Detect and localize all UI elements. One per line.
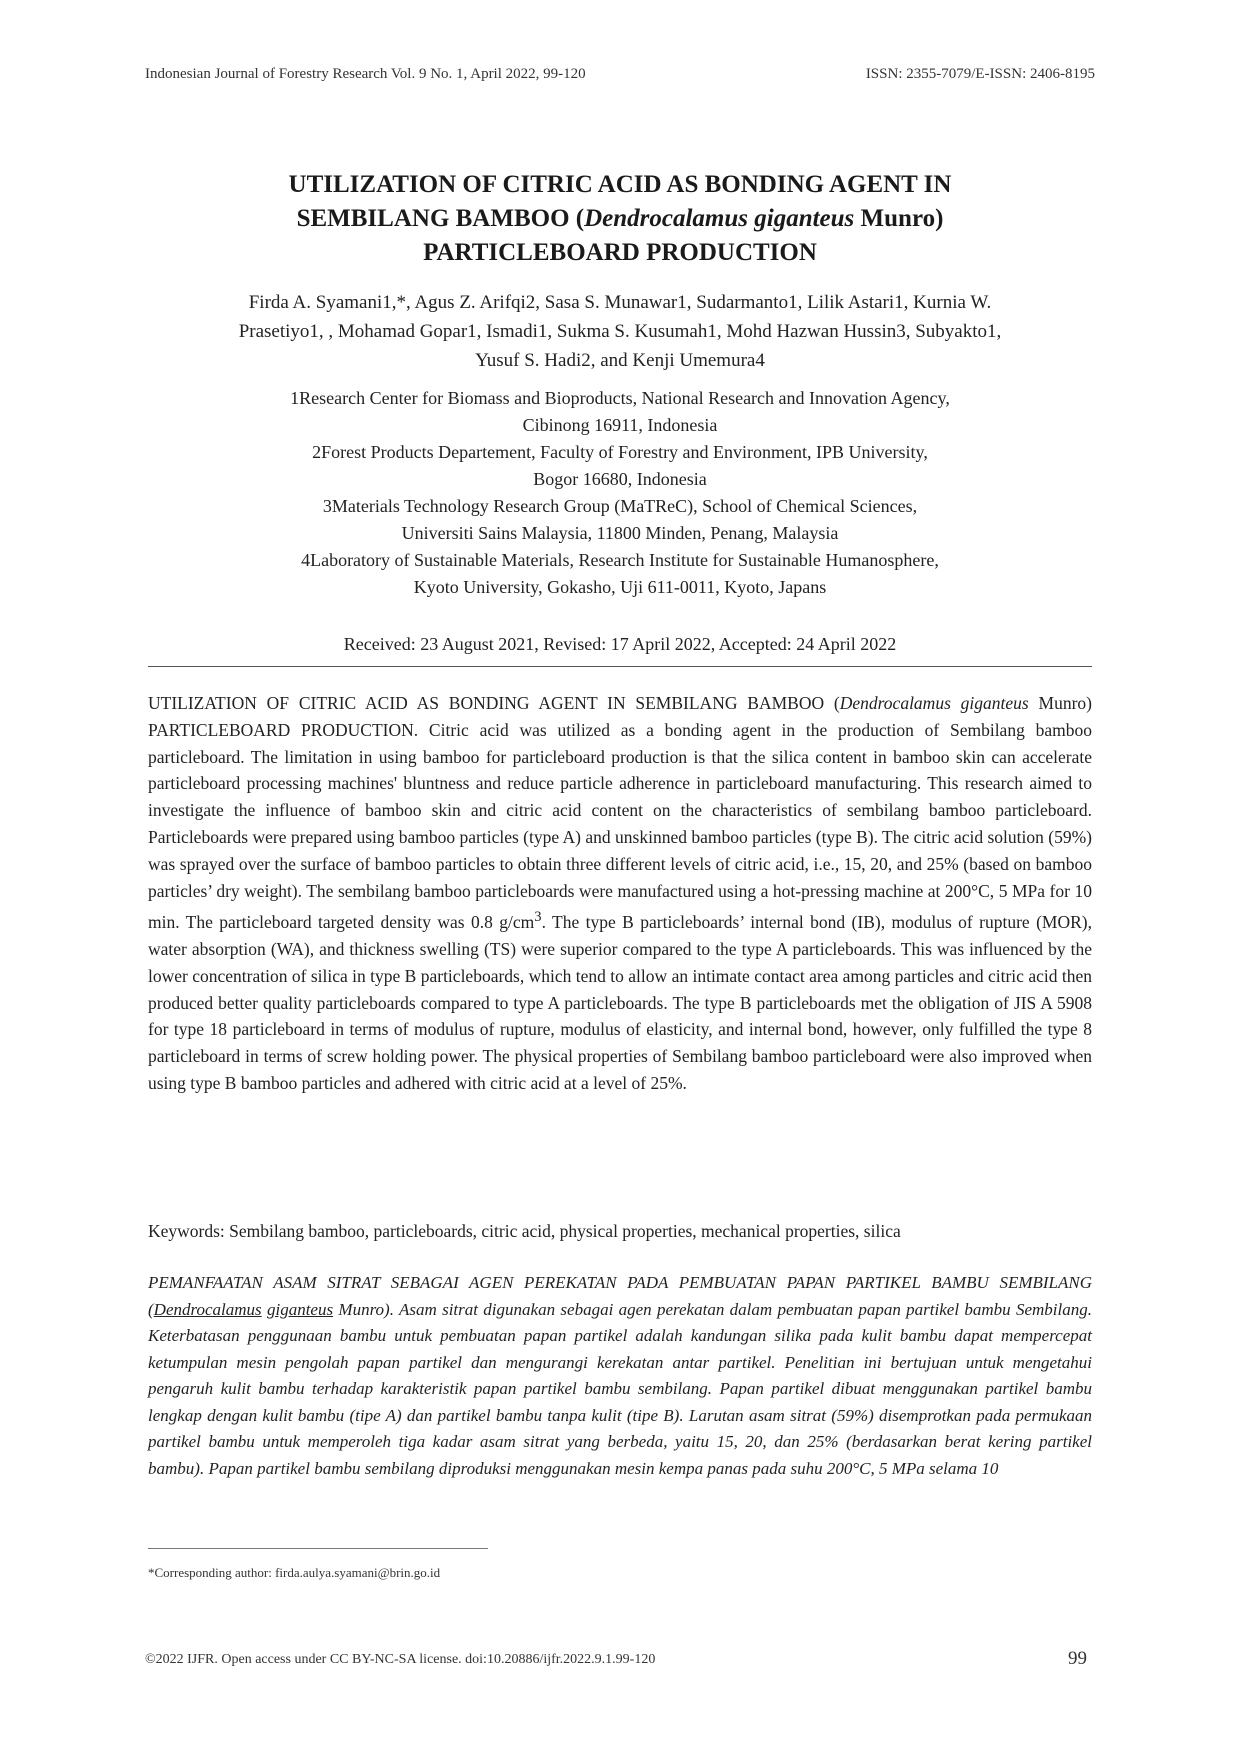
abstract xyxy=(148,690,1092,1097)
affiliation-3-line-2: Universiti Sains Malaysia, 11800 Minden, Penang, Malaysia xyxy=(401,523,839,543)
title-line-2-post: Munro) xyxy=(854,205,944,232)
affiliation-3-line-1: 3Materials Technology Research Group (MaTReC), School of Chemical Sciences, xyxy=(322,496,918,516)
abstract-title-species: Dendrocalamus giganteus xyxy=(839,693,1029,713)
page-number: 99 xyxy=(1068,1648,1087,1669)
footnote-divider xyxy=(148,1548,488,1549)
authors-line-3: Yusuf S. Hadi2, and Kenji Umemura4 xyxy=(475,350,765,371)
submission-dates: Received: 23 August 2021, Revised: 17 April 2022, Accepted: 24 April 2022 xyxy=(343,634,897,654)
title-line-1: UTILIZATION OF CITRIC ACID AS BONDING AGENT IN xyxy=(288,171,952,198)
affiliations xyxy=(145,385,1095,601)
abstract-title-pre: UTILIZATION OF CITRIC ACID AS BONDING AGENT IN SEMBILANG BAMBOO ( xyxy=(148,693,840,713)
abstrak-body: Munro). Asam sitrat digunakan sebagai agen perekatan dalam pembuatan papan partikel bambu Sembilang. Keterbatasan penggunaan bambu untuk pembuatan papan partikel adalah kandungan silika pada kulit bambu dapat mempercepat ketumpulan mesin pengolah papan partikel dan mengurangi kerekatan antar partikel. Penelitian ini bertujuan untuk mengetahui pengaruh kulit bambu terhadap karakteristik papan partikel bambu sembilang. Papan partikel dibuat menggunakan partikel bambu lengkap dengan kulit bambu (tipe A) dan partikel bambu tanpa kulit (tipe B). Larutan asam sitrat (59%) disemprotkan pada permukaan partikel bambu untuk memperoleh tiga kadar asam sitrat yang berbeda, yaitu 15, 20, dan 25% (berdasarkan berat kering partikel bambu). Papan partikel bambu sembilang diproduksi menggunakan mesin kempa panas pada suhu 200°C, 5 MPa selama 10 xyxy=(148,1299,1093,1478)
issn: ISSN: 2355-7079/E-ISSN: 2406-8195 xyxy=(865,66,1095,82)
affiliation-2-line-1: 2Forest Products Departement, Faculty of Forestry and Environment, IPB University, xyxy=(312,442,928,462)
affiliation-4-line-2: Kyoto University, Gokasho, Uji 611-0011, Kyoto, Japans xyxy=(413,577,827,597)
abstrak-genus: Dendrocalamus xyxy=(153,1299,262,1319)
affiliation-3 xyxy=(145,493,1095,547)
author-list xyxy=(145,288,1095,375)
keywords: Keywords: Sembilang bamboo, particleboards, citric acid, physical properties, mechanical properties, silica xyxy=(148,1221,901,1241)
abstract-body: Citric acid was utilized as a bonding agent in the production of Sembilang bamboo particleboard. The limitation in using bamboo for particleboard production is that the silica content in bamboo skin can accelerate particleboard processing machines' bluntness and reduce particle adherence in particleboard manufacturing. This research aimed to investigate the influence of bamboo skin and citric acid content on the characteristics of sembilang bamboo particleboard. Particleboards were prepared using bamboo particles (type A) and unskinned bamboo particles (type B). The citric acid solution (59%) was sprayed over the surface of bamboo particles to obtain three different levels of citric acid, i.e., 15, 20, and 25% (based on bamboo particles’ dry weight). The sembilang bamboo particleboards were manufactured using a hot-pressing machine at 200°C, 5 MPa for 10 min. The particleboard targeted density was 0.8 g/cm xyxy=(148,719,1092,933)
abstract-title-post: Munro) PARTICLEBOARD PRODUCTION. xyxy=(148,693,1093,740)
abstrak-species: giganteus xyxy=(266,1299,334,1319)
journal-citation: Indonesian Journal of Forestry Research Vol. 9 No. 1, April 2022, 99-120 xyxy=(145,66,586,82)
affiliation-1 xyxy=(145,385,1095,439)
corresponding-author-footnote: *Corresponding author: firda.aulya.syamani@brin.go.id xyxy=(148,1565,441,1580)
abstract-superscript: 3 xyxy=(534,909,542,926)
title-line-2-pre: SEMBILANG BAMBOO ( xyxy=(296,205,585,232)
section-divider xyxy=(148,666,1092,667)
authors-line-2: Prasetiyo1, , Mohamad Gopar1, Ismadi1, Sukma S. Kusumah1, Mohd Hazwan Hussin3, Subyakto1, xyxy=(238,321,1002,342)
title-species: Dendrocalamus giganteus xyxy=(584,205,855,232)
affiliation-4 xyxy=(145,547,1095,601)
affiliation-4-line-1: 4Laboratory of Sustainable Materials, Research Institute for Sustainable Humanosphere, xyxy=(301,550,939,570)
affiliation-2 xyxy=(145,439,1095,493)
abstrak-pre: PEMANFAATAN ASAM SITRAT SEBAGAI AGEN PEREKATAN PADA PEMBUATAN PAPAN PARTIKEL BAMBU SEMBILANG ( xyxy=(148,1273,1092,1319)
indonesian-abstract xyxy=(148,1270,1092,1482)
title-line-3: PARTICLEBOARD PRODUCTION xyxy=(423,239,817,266)
affiliation-2-line-2: Bogor 16680, Indonesia xyxy=(533,469,707,489)
affiliation-1-line-1: 1Research Center for Biomass and Bioproducts, National Research and Innovation Agency, xyxy=(290,388,950,408)
paper-title xyxy=(145,168,1095,270)
authors-line-1: Firda A. Syamani1,*, Agus Z. Arifqi2, Sasa S. Munawar1, Sudarmanto1, Lilik Astari1, Kurnia W. xyxy=(248,292,992,313)
affiliation-1-line-2: Cibinong 16911, Indonesia xyxy=(522,415,718,435)
abstract-body-continued: . The type B particleboards’ internal bond (IB), modulus of rupture (MOR), water absorption (WA), and thickness swelling (TS) were superior compared to the type A particleboards. This was influenced by the lower concentration of silica in type B particleboards, which tend to allow an intimate contact area among particles and citric acid then produced better quality particleboards compared to type A particleboards. The type B particleboards met the obligation of JIS A 5908 for type 18 particleboard in terms of modulus of rupture, modulus of elasticity, and internal bond, however, only fulfilled the type 8 particleboard in terms of screw holding power. The physical properties of Sembilang bamboo particleboard were also improved when using type B bamboo particles and adhered with citric acid at a level of 25%. xyxy=(148,912,1092,1093)
license-footer: ©2022 IJFR. Open access under CC BY-NC-SA license. doi:10.20886/ijfr.2022.9.1.99-120 xyxy=(145,1652,656,1667)
